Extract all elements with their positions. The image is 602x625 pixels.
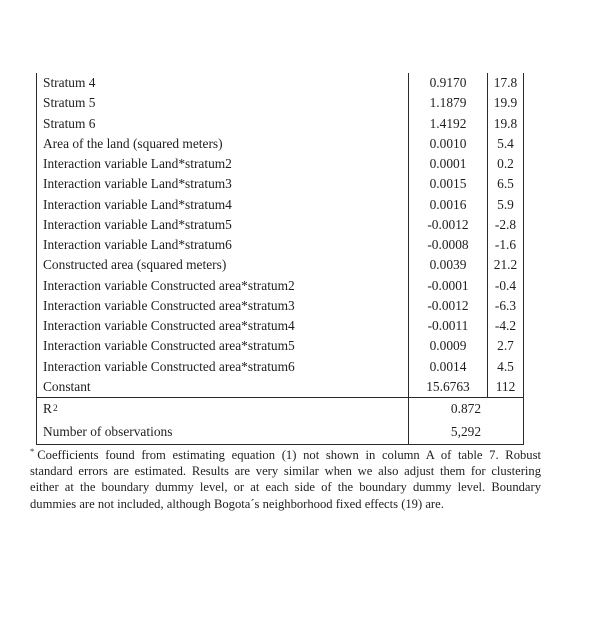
- footnote-line: standard errors are estimated. Results are very similar when we also adjust them for clustering: [30, 464, 541, 479]
- table-row: [36, 316, 524, 336]
- table-row: [36, 174, 524, 194]
- coefficient-value: 1.1879: [408, 93, 487, 113]
- table-row: [36, 357, 524, 377]
- summary-label: Number of observations: [36, 421, 408, 444]
- tstat-value: -0.4: [487, 276, 524, 296]
- tstat-value: -4.2: [487, 316, 524, 336]
- tstat-value: 19.9: [487, 93, 524, 113]
- table-row: [36, 73, 524, 93]
- table-row: [36, 154, 524, 174]
- summary-section: [36, 397, 524, 445]
- coefficient-value: 0.0039: [408, 255, 487, 275]
- table-row: [36, 114, 524, 134]
- summary-label: R 2: [36, 398, 408, 421]
- coefficient-value: 1.4192: [408, 114, 487, 134]
- coefficient-value: -0.0012: [408, 296, 487, 316]
- coefficient-value: 15.6763: [408, 377, 487, 397]
- coefficient-value: -0.0008: [408, 235, 487, 255]
- coefficient-value: 0.0001: [408, 154, 487, 174]
- variable-label: Interaction variable Constructed area*stratum5: [36, 336, 408, 356]
- table-row: [36, 235, 524, 255]
- coefficient-value: 0.0014: [408, 357, 487, 377]
- table-footnote: [30, 447, 541, 512]
- tstat-value: 21.2: [487, 255, 524, 275]
- summary-row: [36, 421, 524, 444]
- regression-table: [36, 73, 524, 445]
- variable-label: Interaction variable Constructed area*stratum4: [36, 316, 408, 336]
- tstat-value: 19.8: [487, 114, 524, 134]
- table-row: [36, 296, 524, 316]
- coefficient-value: -0.0001: [408, 276, 487, 296]
- table-row: [36, 336, 524, 356]
- table-row: [36, 255, 524, 275]
- summary-value: 5,292: [408, 421, 524, 444]
- table-row: [36, 377, 524, 397]
- footnote-line: either at the boundary dummy level, or at each side of the boundary dummy level. Boundary: [30, 480, 541, 495]
- tstat-value: 5.4: [487, 134, 524, 154]
- summary-row: [36, 398, 524, 421]
- tstat-value: -2.8: [487, 215, 524, 235]
- variable-label: Interaction variable Constructed area*stratum3: [36, 296, 408, 316]
- tstat-value: -6.3: [487, 296, 524, 316]
- variable-label: Interaction variable Land*stratum5: [36, 215, 408, 235]
- coefficient-value: 0.0010: [408, 134, 487, 154]
- tstat-value: -1.6: [487, 235, 524, 255]
- footnote-line: * Coefficients found from estimating equation (1) not shown in column A of table 7. Robust: [30, 445, 541, 462]
- variable-label: Interaction variable Constructed area*stratum6: [36, 357, 408, 377]
- variable-label: Stratum 5: [36, 93, 408, 113]
- coefficient-value: 0.0015: [408, 174, 487, 194]
- variable-label: Stratum 6: [36, 114, 408, 134]
- variable-label: Constructed area (squared meters): [36, 255, 408, 275]
- coefficient-value: -0.0012: [408, 215, 487, 235]
- variable-label: Interaction variable Land*stratum3: [36, 174, 408, 194]
- tstat-value: 5.9: [487, 195, 524, 215]
- summary-value: 0.872: [408, 398, 524, 421]
- table-row: [36, 195, 524, 215]
- table-row: [36, 276, 524, 296]
- table-row: [36, 134, 524, 154]
- table-row: [36, 93, 524, 113]
- tstat-value: 17.8: [487, 73, 524, 93]
- variable-label: Interaction variable Constructed area*stratum2: [36, 276, 408, 296]
- tstat-value: 112: [487, 377, 524, 397]
- tstat-value: 4.5: [487, 357, 524, 377]
- variable-label: Area of the land (squared meters): [36, 134, 408, 154]
- coefficient-value: 0.9170: [408, 73, 487, 93]
- variable-label: Interaction variable Land*stratum2: [36, 154, 408, 174]
- tstat-value: 0.2: [487, 154, 524, 174]
- footnote-line: dummies are not included, although Bogota´s neighborhood fixed effects (19) are.: [30, 496, 444, 511]
- coefficient-rows: [36, 73, 524, 397]
- variable-label: Stratum 4: [36, 73, 408, 93]
- table-row: [36, 215, 524, 235]
- variable-label: Interaction variable Land*stratum4: [36, 195, 408, 215]
- coefficient-value: 0.0009: [408, 336, 487, 356]
- footnote-marker: *: [30, 445, 35, 456]
- coefficient-value: -0.0011: [408, 316, 487, 336]
- variable-label: Interaction variable Land*stratum6: [36, 235, 408, 255]
- variable-label: Constant: [36, 377, 408, 397]
- coefficient-value: 0.0016: [408, 195, 487, 215]
- tstat-value: 6.5: [487, 174, 524, 194]
- tstat-value: 2.7: [487, 336, 524, 356]
